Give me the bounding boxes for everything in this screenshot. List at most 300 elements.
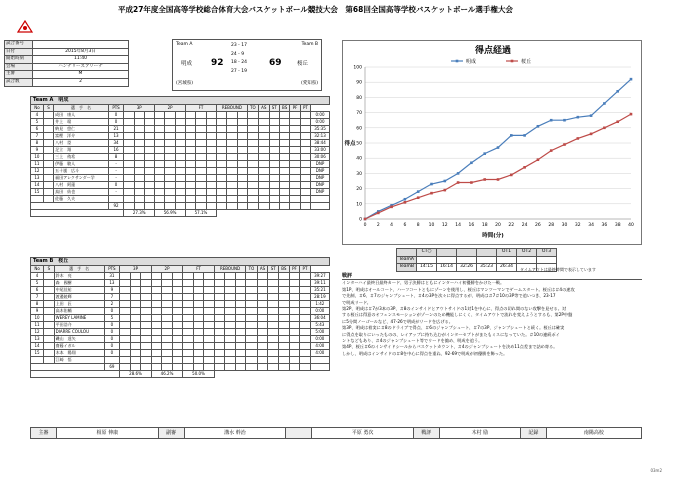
player-number xyxy=(31,357,44,364)
stat-cell xyxy=(214,308,225,315)
stat-cell xyxy=(300,182,310,189)
stat-cell xyxy=(206,140,216,147)
stat-cell xyxy=(124,119,134,126)
stat-cell xyxy=(144,154,154,161)
stat-cell xyxy=(289,350,300,357)
stat-cell xyxy=(247,182,258,189)
timeout-header: OT3 xyxy=(537,249,557,257)
timeout-value: 35:23 xyxy=(477,264,497,272)
info-label: 試合数 xyxy=(5,78,33,86)
stat-cell xyxy=(279,126,290,133)
stat-cell xyxy=(193,287,204,294)
stat-cell xyxy=(257,315,268,322)
player-playing-time: 4:00 xyxy=(310,343,329,350)
stat-cell xyxy=(204,301,215,308)
column-header: PT xyxy=(300,266,311,273)
stat-cell xyxy=(278,308,289,315)
player-playing-time: 36:04 xyxy=(310,315,329,322)
stat-cell xyxy=(155,189,165,196)
stat-cell xyxy=(172,280,183,287)
stat-cell xyxy=(175,112,185,119)
stat-cell xyxy=(120,350,131,357)
stat-cell xyxy=(196,147,206,154)
y-tick-label: 90 xyxy=(356,80,362,86)
page-footer: 03m2 xyxy=(650,468,662,473)
stat-cell xyxy=(300,126,310,133)
player-name: DIARRE COULOU xyxy=(54,329,104,336)
stat-cell xyxy=(268,287,279,294)
official-role: 記録 xyxy=(520,428,546,439)
stat-cell xyxy=(175,126,185,133)
stat-cell xyxy=(183,315,194,322)
stat-cell xyxy=(268,343,279,350)
player-number: 14 xyxy=(31,182,44,189)
stat-cell xyxy=(172,329,183,336)
stat-cell xyxy=(235,364,246,371)
stat-cell xyxy=(175,168,185,175)
y-tick-label: 0 xyxy=(359,217,362,223)
stat-cell xyxy=(247,196,258,203)
y-tick-label: 80 xyxy=(356,95,362,101)
stat-cell xyxy=(300,308,311,315)
player-playing-time: 35:21 xyxy=(310,287,329,294)
stat-cell xyxy=(186,126,196,133)
info-label: 会場 xyxy=(5,63,33,71)
official-name: 平原 勇次 xyxy=(312,428,414,439)
stat-cell xyxy=(175,119,185,126)
player-playing-time: 1:42 xyxy=(310,301,329,308)
x-tick-label: 40 xyxy=(628,223,634,228)
player-playing-time: 35:35 xyxy=(311,126,330,133)
stat-cell xyxy=(269,175,279,182)
data-point xyxy=(537,158,540,161)
stat-cell xyxy=(162,273,173,280)
stat-cell xyxy=(214,350,225,357)
legend-marker xyxy=(456,60,459,63)
stat-cell xyxy=(172,315,183,322)
stat-cell xyxy=(141,357,152,364)
stat-cell xyxy=(204,294,215,301)
player-playing-time: 39:27 xyxy=(310,273,329,280)
player-row xyxy=(31,140,330,147)
starter-mark xyxy=(43,147,53,154)
player-number: 15 xyxy=(31,350,44,357)
stat-cell xyxy=(235,280,246,287)
player-row xyxy=(31,287,330,294)
stat-cell xyxy=(144,175,154,182)
stat-cell xyxy=(165,126,175,133)
info-row xyxy=(5,41,129,49)
stat-cell xyxy=(269,147,279,154)
timeout-value xyxy=(417,256,437,264)
y-tick-label: 40 xyxy=(356,156,362,162)
stat-cell xyxy=(196,140,206,147)
info-value: 2 xyxy=(33,78,129,86)
column-header: BS xyxy=(278,266,289,273)
data-point xyxy=(510,134,513,137)
data-point xyxy=(616,120,619,123)
column-header: FT xyxy=(183,266,215,273)
player-playing-time: 32:13 xyxy=(311,133,330,140)
stat-cell xyxy=(162,322,173,329)
stat-cell xyxy=(183,364,194,371)
stat-cell xyxy=(162,280,173,287)
stat-cell xyxy=(124,168,134,175)
page-title: 平成27年度全国高等学校総合体育大会バスケットボール競技大会 第68回全国高等学校バスケットボール選手権大会 xyxy=(118,5,513,14)
player-number: 12 xyxy=(31,329,44,336)
stat-cell xyxy=(216,189,226,196)
player-playing-time: DNP xyxy=(311,168,330,175)
stat-cell xyxy=(186,112,196,119)
player-name: 木本 陽翔 xyxy=(54,350,104,357)
x-tick-label: 38 xyxy=(614,223,621,228)
stat-cell xyxy=(246,315,257,322)
stat-cell xyxy=(151,301,162,308)
chart-svg xyxy=(343,41,643,246)
stat-cell xyxy=(300,196,310,203)
stat-cell xyxy=(193,294,204,301)
player-name: 鳥田 紡也 xyxy=(54,189,109,196)
stat-cell xyxy=(196,154,206,161)
stat-cell xyxy=(300,301,311,308)
y-tick-label: 50 xyxy=(356,141,362,147)
stat-cell xyxy=(278,294,289,301)
stat-cell xyxy=(235,287,246,294)
player-row xyxy=(31,196,330,203)
stat-cell xyxy=(289,308,300,315)
stat-cell xyxy=(120,357,131,364)
stat-cell xyxy=(300,322,311,329)
stat-cell xyxy=(141,329,152,336)
official-name: 木村 励 xyxy=(439,428,520,439)
player-row xyxy=(31,350,330,357)
stat-cell xyxy=(237,147,247,154)
stat-cell xyxy=(124,175,134,182)
stat-cell xyxy=(186,182,196,189)
stat-cell xyxy=(247,161,258,168)
stat-cell xyxy=(246,350,257,357)
data-point xyxy=(457,172,460,175)
x-tick-label: 28 xyxy=(548,223,555,228)
x-tick-label: 14 xyxy=(455,223,461,228)
stat-cell xyxy=(216,175,226,182)
officials-table xyxy=(30,427,642,439)
stat-cell xyxy=(151,294,162,301)
official-role xyxy=(286,428,312,439)
stat-cell xyxy=(151,315,162,322)
stat-cell xyxy=(141,294,152,301)
total-row xyxy=(31,364,330,371)
team-b-name: 桜丘 xyxy=(297,61,309,67)
stat-cell xyxy=(206,189,216,196)
column-header: PTS xyxy=(104,266,120,273)
stat-cell xyxy=(289,273,300,280)
stat-cell xyxy=(278,350,289,357)
stat-cell xyxy=(165,154,175,161)
column-header: S xyxy=(44,266,55,273)
info-label: 日付 xyxy=(5,48,33,56)
player-number: 7 xyxy=(31,294,44,301)
starter-mark xyxy=(44,336,55,343)
stat-cell xyxy=(247,112,258,119)
column-header: PF xyxy=(289,266,300,273)
stat-cell xyxy=(258,161,269,168)
stat-cell xyxy=(214,287,225,294)
starter-mark xyxy=(43,126,53,133)
player-row xyxy=(31,147,330,154)
stat-cell xyxy=(172,301,183,308)
stat-cell xyxy=(134,203,144,210)
stat-cell xyxy=(268,322,279,329)
player-name: 成田 康人 xyxy=(54,112,109,119)
stat-cell xyxy=(183,301,194,308)
stat-cell xyxy=(235,308,246,315)
stat-cell xyxy=(193,322,204,329)
stat-cell xyxy=(269,112,279,119)
player-points: 0 xyxy=(104,350,120,357)
column-header: 3P xyxy=(124,105,155,112)
player-row xyxy=(31,294,330,301)
stat-cell xyxy=(300,350,311,357)
player-playing-time: 30:06 xyxy=(311,154,330,161)
stat-cell xyxy=(141,343,152,350)
stat-cell xyxy=(155,126,165,133)
column-header: REBOUND xyxy=(214,266,246,273)
player-playing-time: DNP xyxy=(311,182,330,189)
stat-cell xyxy=(134,147,144,154)
team-name: Team B 桜丘 xyxy=(31,258,330,266)
player-points: - xyxy=(108,189,123,196)
y-tick-label: 10 xyxy=(356,202,362,208)
stat-cell xyxy=(162,315,173,322)
stat-cell xyxy=(237,203,247,210)
stat-cell xyxy=(186,140,196,147)
stat-cell xyxy=(278,273,289,280)
official-role: 副審 xyxy=(158,428,184,439)
player-points: 7 xyxy=(104,294,120,301)
stat-cell xyxy=(144,140,154,147)
stat-cell xyxy=(175,140,185,147)
player-name: 中尾佳祐 xyxy=(54,287,104,294)
data-point xyxy=(563,143,566,146)
player-playing-time: DNP xyxy=(311,189,330,196)
starter-mark xyxy=(43,168,53,175)
team-b-prefecture: (愛知県) xyxy=(300,81,318,86)
stat-cell xyxy=(151,273,162,280)
shooting-percentage: 27.3% xyxy=(124,210,155,217)
stat-cell xyxy=(227,154,237,161)
stat-cell xyxy=(258,133,269,140)
player-row xyxy=(31,133,330,140)
stat-cell xyxy=(300,203,310,210)
stat-cell xyxy=(269,126,279,133)
stat-cell xyxy=(134,182,144,189)
player-points: 31 xyxy=(104,273,120,280)
y-tick-label: 20 xyxy=(356,187,362,193)
column-header: AS xyxy=(257,266,268,273)
review-line: 第3P、明成は着実に＃8のドライブで得点、＃6のジャンプシュート、＃7の3P、ジャンプシュートと続く。桜丘は確実 xyxy=(342,325,565,331)
stat-cell xyxy=(175,182,185,189)
player-name: 森 國樹 xyxy=(54,280,104,287)
stat-cell xyxy=(279,133,290,140)
stat-cell xyxy=(290,168,300,175)
stat-cell xyxy=(300,112,310,119)
stat-cell xyxy=(204,280,215,287)
stat-cell xyxy=(290,182,300,189)
review-line: しかし、明成はインサイドの＃8を中心に得点を重ね、92-69で明成が初優勝を飾った。 xyxy=(342,350,508,356)
stat-cell xyxy=(172,308,183,315)
stat-cell xyxy=(246,357,257,364)
stat-cell xyxy=(144,196,154,203)
stat-cell xyxy=(193,308,204,315)
stat-cell xyxy=(258,119,269,126)
stat-cell xyxy=(227,203,237,210)
stat-cell xyxy=(141,280,152,287)
stat-cell xyxy=(165,189,175,196)
stat-cell xyxy=(151,280,162,287)
player-points: - xyxy=(108,175,123,182)
player-playing-time: 0:00 xyxy=(311,112,330,119)
stat-cell xyxy=(216,203,226,210)
stat-cell xyxy=(144,112,154,119)
stat-cell xyxy=(124,154,134,161)
player-name: 平田浩介 xyxy=(54,322,104,329)
timeout-header xyxy=(397,249,417,257)
stat-cell xyxy=(237,182,247,189)
stat-cell xyxy=(204,336,215,343)
stat-cell xyxy=(175,196,185,203)
player-name: 高木佑輔 xyxy=(54,308,104,315)
player-number: 15 xyxy=(31,189,44,196)
stat-cell xyxy=(204,364,215,371)
stat-cell xyxy=(151,322,162,329)
timeout-team: TeamB xyxy=(397,264,417,272)
stat-cell xyxy=(124,182,134,189)
stat-cell xyxy=(246,273,257,280)
player-number: 10 xyxy=(31,154,44,161)
stat-cell xyxy=(278,343,289,350)
player-playing-time: 4:00 xyxy=(310,350,329,357)
stat-cell xyxy=(247,175,258,182)
stat-cell xyxy=(183,343,194,350)
stat-cell xyxy=(134,140,144,147)
stat-cell xyxy=(130,315,141,322)
player-number xyxy=(31,196,44,203)
stat-cell xyxy=(300,273,311,280)
stat-cell xyxy=(225,280,236,287)
stat-cell xyxy=(183,280,194,287)
stat-cell xyxy=(246,294,257,301)
data-point xyxy=(510,174,513,177)
player-number: 11 xyxy=(31,322,44,329)
player-name: 井上 瑠 xyxy=(54,119,109,126)
stat-cell xyxy=(225,294,236,301)
stat-cell xyxy=(204,343,215,350)
stat-cell xyxy=(120,294,131,301)
stat-cell xyxy=(216,168,226,175)
data-point xyxy=(430,192,433,195)
stat-cell xyxy=(227,147,237,154)
review-line: 第2P、明成は＃7が3本の3P、＃8のインサイドとアウトサイドの1対1を中心に、得点の切れ間のない攻撃を見せる。対 xyxy=(342,306,567,312)
player-points: 0 xyxy=(104,343,120,350)
stat-cell xyxy=(155,147,165,154)
player-playing-time: 5:43 xyxy=(310,322,329,329)
player-row xyxy=(31,336,330,343)
stat-cell xyxy=(257,273,268,280)
player-name: 足立 翔 xyxy=(54,147,109,154)
stat-cell xyxy=(130,364,141,371)
player-points: 9 xyxy=(104,287,120,294)
stat-cell xyxy=(227,112,237,119)
stat-cell xyxy=(165,140,175,147)
stat-cell xyxy=(227,140,237,147)
stat-cell xyxy=(204,329,215,336)
stat-cell xyxy=(120,273,131,280)
review-line: 第4P、桜丘＃6のインサイドシールからバスケットカウント、＃4のジャンプシュートを決め11点差まで詰め寄る。 xyxy=(342,344,558,350)
player-number: 4 xyxy=(31,273,44,280)
column-header: PT xyxy=(300,105,310,112)
player-row xyxy=(31,315,330,322)
stat-cell xyxy=(151,350,162,357)
stat-cell xyxy=(216,133,226,140)
stat-cell xyxy=(300,287,311,294)
player-name: 八村 塁 xyxy=(54,140,109,147)
stat-cell xyxy=(278,287,289,294)
stat-cell xyxy=(206,119,216,126)
player-name: WEREY LAMINE xyxy=(54,315,104,322)
stat-cell xyxy=(257,329,268,336)
stat-cell xyxy=(172,350,183,357)
stat-cell xyxy=(141,301,152,308)
player-points: 2 xyxy=(104,301,120,308)
stat-cell xyxy=(258,203,269,210)
column-header: 3P xyxy=(120,266,152,273)
stat-cell xyxy=(175,161,185,168)
team-name: Team A 明成 xyxy=(31,97,330,105)
stat-cell xyxy=(193,280,204,287)
stat-cell xyxy=(289,287,300,294)
stat-cell xyxy=(257,364,268,371)
stat-cell xyxy=(300,147,310,154)
stat-cell xyxy=(311,203,330,210)
info-value: M xyxy=(33,71,129,79)
stat-cell xyxy=(151,287,162,294)
stat-cell xyxy=(134,175,144,182)
player-name: 江崎 悟 xyxy=(54,357,104,364)
quarter-score: 23 - 17 xyxy=(231,43,247,48)
x-tick-label: 0 xyxy=(363,223,367,228)
info-value: ハンナリーズアリーナ xyxy=(33,63,129,71)
stat-cell xyxy=(289,322,300,329)
stat-cell xyxy=(155,175,165,182)
data-point xyxy=(417,196,420,199)
team-b-score: 69 xyxy=(269,58,282,68)
stat-cell xyxy=(278,357,289,364)
stat-cell xyxy=(227,161,237,168)
stat-cell xyxy=(300,336,311,343)
stat-cell xyxy=(300,357,311,364)
stat-cell xyxy=(120,301,131,308)
player-name: 佐藤 久夫 xyxy=(54,196,109,203)
stat-cell xyxy=(278,315,289,322)
stat-cell xyxy=(162,364,173,371)
player-playing-time: 0:00 xyxy=(311,119,330,126)
stat-cell xyxy=(269,203,279,210)
stat-cell xyxy=(130,336,141,343)
stat-cell xyxy=(279,168,290,175)
x-tick-label: 32 xyxy=(574,223,581,228)
timeout-value: 14:15 xyxy=(417,264,437,272)
